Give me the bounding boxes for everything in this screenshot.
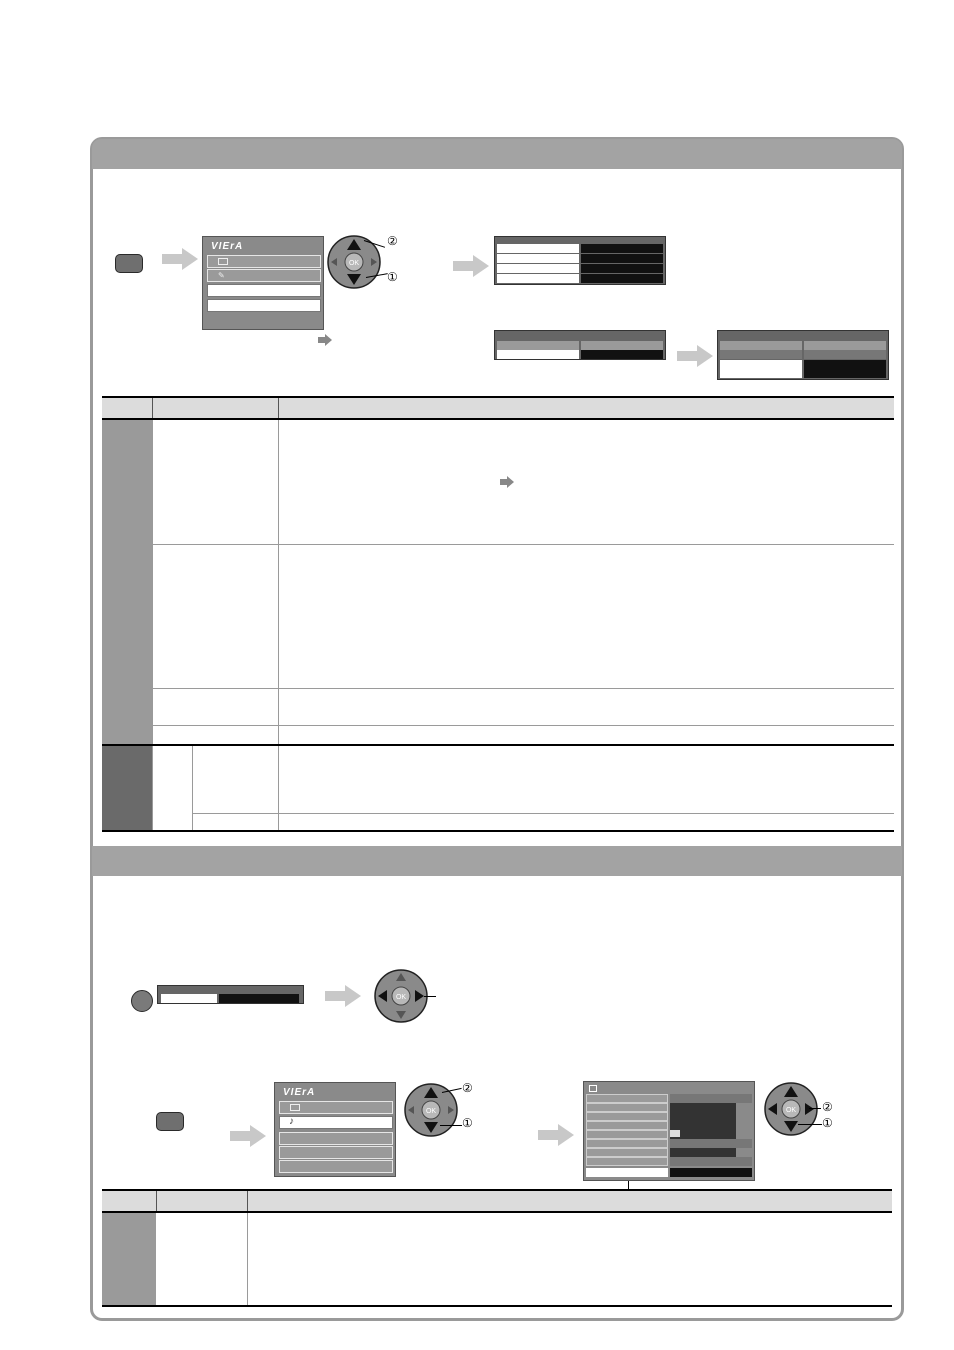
callout-line-3 <box>424 996 436 997</box>
menu-row-setup[interactable] <box>207 269 321 282</box>
sound-row-7-slider[interactable] <box>670 1148 736 1157</box>
sound-settings-panel <box>583 1081 755 1181</box>
menu2-row-5[interactable] <box>279 1160 393 1173</box>
panel-c-row-2-value[interactable] <box>804 350 886 359</box>
wrench-icon: ✎ <box>218 271 225 280</box>
menu-row-picture[interactable] <box>207 255 321 268</box>
sound-row-5-label <box>586 1130 668 1139</box>
sound-row-3-label <box>586 1112 668 1121</box>
menu2-row-picture[interactable] <box>279 1101 393 1114</box>
sound-row-7-label <box>586 1148 668 1157</box>
navigation-arrow-icon-3 <box>677 345 713 367</box>
music-note-icon: ♪ <box>289 1116 294 1127</box>
sound-row-4-slider[interactable] <box>670 1121 736 1130</box>
panel-c-row-3-value[interactable] <box>804 360 886 369</box>
settings-panel-c <box>717 330 889 380</box>
viera-logo-2: VIErA <box>283 1087 316 1098</box>
navigation-arrow-icon-4 <box>325 985 361 1007</box>
sound-row-2-label <box>586 1103 668 1112</box>
table1-bottom-rule <box>102 830 894 832</box>
dpad-ok-label: OK <box>348 260 360 267</box>
table1-col-divider-sub <box>192 745 193 831</box>
table1-row-rule-4 <box>192 813 894 814</box>
panel-c-row-2-label <box>720 350 802 359</box>
table1-row-rule-3 <box>152 725 894 726</box>
callout-line-6 <box>809 1108 821 1109</box>
panel-title-icon <box>589 1085 597 1092</box>
menu-row-4[interactable] <box>207 299 321 312</box>
quick-setting-bar <box>157 985 304 1004</box>
table2-header-rule <box>102 1211 892 1213</box>
sound-row-5-slider[interactable] <box>670 1130 736 1139</box>
panel-c-row-4-label <box>720 369 802 378</box>
menu-button-icon-2 <box>156 1112 184 1131</box>
panel-a-row-4-value[interactable] <box>581 274 663 283</box>
sound-row-5-fill <box>670 1130 680 1137</box>
table2-header-divider-2 <box>247 1191 248 1211</box>
table1-group-cell-1 <box>102 420 152 744</box>
sound-row-3-slider[interactable] <box>670 1112 736 1121</box>
sound-row-2-slider[interactable] <box>670 1103 736 1112</box>
panel-c-row-4-value[interactable] <box>804 369 886 378</box>
sound-row-8-label <box>586 1157 668 1166</box>
table2-header-divider-1 <box>156 1191 157 1211</box>
page-reference-arrow-icon-2 <box>500 476 514 488</box>
round-remote-button-icon <box>131 990 153 1012</box>
panel-b-row-1-label <box>497 341 579 350</box>
panel-a-row-1-value[interactable] <box>581 244 663 253</box>
table2-header-row <box>102 1191 892 1211</box>
panel-a-row-2-value[interactable] <box>581 254 663 263</box>
section-header-bottom <box>92 846 902 876</box>
navigation-arrow-icon-5 <box>230 1125 266 1147</box>
settings-panel-a <box>494 236 666 285</box>
dpad2-ok-label: OK <box>395 994 407 1001</box>
table2-col-divider <box>247 1213 248 1305</box>
step-two-callout-3: ② <box>822 1100 833 1114</box>
table2-bottom-rule <box>102 1305 892 1307</box>
quick-setting-value[interactable] <box>219 994 299 1003</box>
main-menu-window-2 <box>274 1082 396 1177</box>
menu-button-icon <box>115 254 143 273</box>
navigation-arrow-icon-2 <box>453 255 489 277</box>
sound-row-4-label <box>586 1121 668 1130</box>
sound-row-9-value[interactable] <box>670 1168 752 1177</box>
viera-logo: VIErA <box>211 241 244 252</box>
panel-a-row-1-label <box>497 244 579 253</box>
panel-a-row-3-label <box>497 264 579 273</box>
panel-a-row-4-label <box>497 274 579 283</box>
sound-row-6-label <box>586 1139 668 1148</box>
settings-panel-b <box>494 330 666 360</box>
table1-group-cell-2 <box>102 744 152 831</box>
picture-icon <box>218 258 228 265</box>
menu2-row-4[interactable] <box>279 1146 393 1159</box>
panel-a-row-3-value[interactable] <box>581 264 663 273</box>
panel-b-row-1-value[interactable] <box>581 341 663 350</box>
navigation-arrow-icon-6 <box>538 1124 574 1146</box>
table1-header-divider-1 <box>152 398 153 418</box>
sound-row-6-value[interactable] <box>670 1139 752 1148</box>
sound-row-1-label <box>586 1094 668 1103</box>
table1-header-row <box>102 398 894 418</box>
sound-row-9-label <box>586 1168 668 1177</box>
table1-col-divider-1 <box>152 420 153 831</box>
menu2-row-sound[interactable] <box>279 1116 393 1129</box>
dpad3-ok-label: OK <box>425 1108 437 1115</box>
sound-row-1-value[interactable] <box>670 1094 752 1103</box>
step-one-callout-3: ① <box>822 1116 833 1130</box>
table2-group-cell <box>102 1213 156 1305</box>
menu2-row-3[interactable] <box>279 1132 393 1145</box>
quick-setting-label <box>161 994 217 1003</box>
step-one-callout-2: ① <box>462 1116 473 1130</box>
table1-col-divider-2 <box>278 420 279 831</box>
panel-b-row-2-label <box>497 350 579 359</box>
table1-row-rule-1 <box>152 544 894 545</box>
table1-group-rule <box>102 744 894 746</box>
navigation-arrow-icon <box>162 248 198 270</box>
dpad4-ok-label: OK <box>785 1107 797 1114</box>
panel-c-row-1-label <box>720 341 802 350</box>
sound-row-8-value[interactable] <box>670 1157 752 1166</box>
panel-c-row-3-label <box>720 360 802 369</box>
main-menu-window <box>202 236 324 330</box>
table1-header-rule <box>102 418 894 420</box>
panel-c-row-1-value[interactable] <box>804 341 886 350</box>
picture-icon-2 <box>290 1104 300 1111</box>
step-one-callout: ① <box>387 270 398 284</box>
page-reference-arrow-icon <box>318 334 332 346</box>
table1-header-divider-2 <box>278 398 279 418</box>
table1-row-rule-2 <box>152 688 894 689</box>
menu-row-3[interactable] <box>207 284 321 297</box>
step-two-callout-2: ② <box>462 1081 473 1095</box>
callout-line-7 <box>798 1124 822 1125</box>
step-two-callout: ② <box>387 234 398 248</box>
dpad-icon-4 <box>763 1081 819 1137</box>
panel-a-row-2-label <box>497 254 579 263</box>
callout-line-5 <box>440 1125 462 1126</box>
section-header-top <box>92 139 902 169</box>
panel-b-row-2-value[interactable] <box>581 350 663 359</box>
dpad-icon-2 <box>373 968 429 1024</box>
